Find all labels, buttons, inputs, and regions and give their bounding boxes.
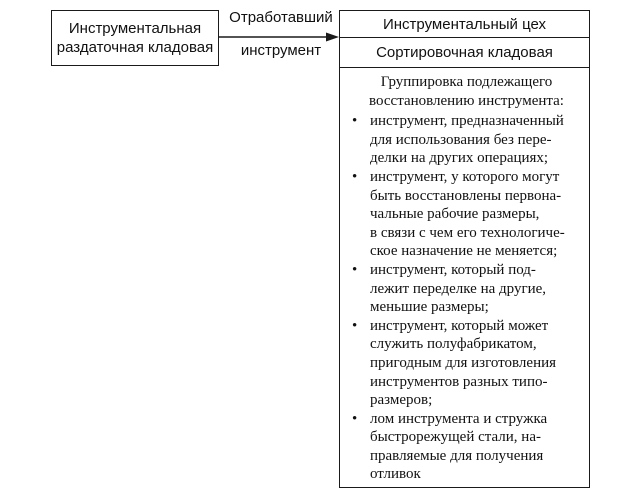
bullet-icon: • [352, 410, 358, 427]
grouping-list [350, 112, 583, 484]
grouping-heading [350, 73, 583, 110]
grouping-list-item-line: для использования без пере- [370, 131, 552, 148]
tool-shop-header: Инструментальный цех [340, 11, 589, 38]
grouping-list-item-line: правляемые для получения [370, 447, 544, 464]
grouping-heading-line-1: Группировка подлежащего [380, 74, 553, 90]
grouping-list-item [350, 112, 583, 168]
grouping-list-item-line: размеров; [370, 392, 433, 409]
arrow-label-bottom: инструмент [240, 42, 322, 59]
grouping-list-item-line: пригодным для изготовления [370, 354, 557, 371]
grouping-list-item-line: инструмент, который может [370, 317, 549, 334]
grouping-list-item-line: меньшие размеры; [370, 299, 489, 316]
grouping-list-item-line: чальные рабочие размеры, [370, 206, 540, 223]
grouping-list-item-line: быть восстановлены первона- [370, 187, 562, 204]
bullet-icon: • [352, 113, 358, 130]
grouping-list-item-line: делки на других операциях; [370, 150, 549, 167]
bullet-icon: • [352, 168, 358, 185]
grouping-heading-line-2: восстановлению инструмента: [369, 92, 564, 109]
grouping-list-item [350, 261, 583, 317]
grouping-list-item-line: инструмент, у которого могут [370, 168, 560, 185]
arrow-label-top: Отработавший [229, 9, 333, 26]
grouping-list-item-line: лежит переделке на другие, [370, 280, 547, 297]
bullet-icon: • [352, 261, 358, 278]
sorting-storeroom-header: Сортировочная кладовая [340, 38, 589, 68]
bullet-icon: • [352, 317, 358, 334]
source-box-line-1: Инструментальная [68, 20, 202, 37]
grouping-list-item-line: отливок [370, 466, 421, 483]
grouping-list-item-line: лом инструмента и стружка [370, 410, 548, 427]
grouping-list-item-line: служить полуфабрикатом, [370, 336, 537, 353]
grouping-list-item-line: быстрорежущей стали, на- [370, 429, 541, 446]
grouping-list-item-line: ское назначение не меняется; [370, 243, 558, 260]
grouping-list-item-line: в связи с чем его технологиче- [370, 224, 565, 241]
grouping-list-item [350, 168, 583, 261]
grouping-list-item-line: инструментов разных типо- [370, 373, 548, 390]
grouping-list-item [350, 317, 583, 410]
grouping-list-item-line: инструмент, предназначенный [370, 113, 564, 130]
grouping-list-item [350, 410, 583, 484]
tool-shop-column [339, 10, 590, 488]
flow-arrow-head [326, 33, 339, 42]
source-box-line-2: раздаточная кладовая [56, 39, 214, 56]
grouping-list-item-line: инструмент, который под- [370, 261, 536, 278]
grouping-list-cell [340, 68, 589, 487]
